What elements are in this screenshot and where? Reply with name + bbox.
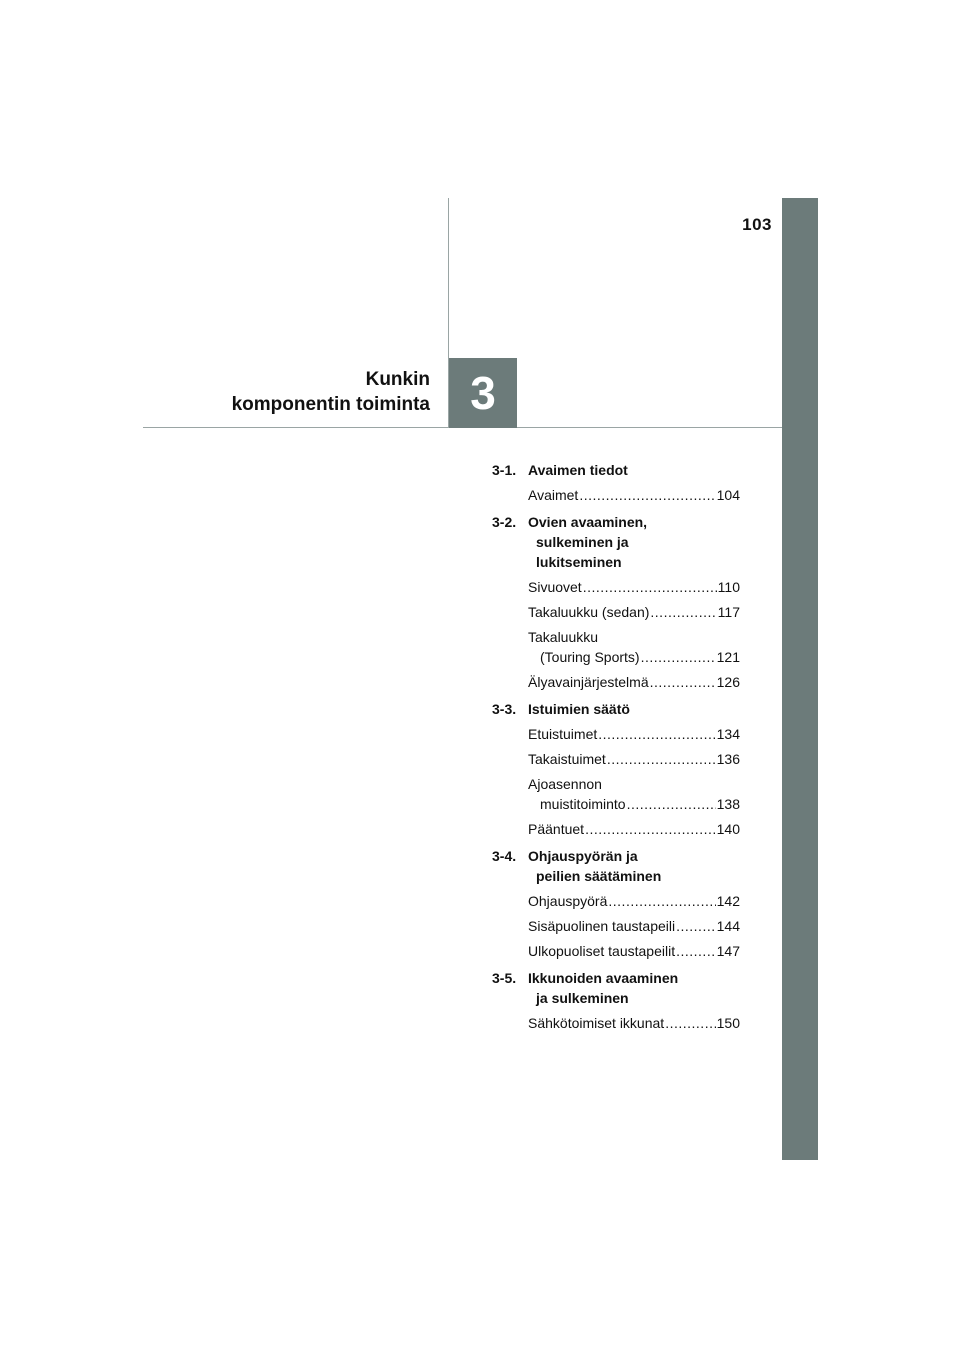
section-title-line: ja sulkeminen: [536, 990, 629, 1006]
section-number: 3-4.: [492, 848, 517, 864]
dot-leader: [583, 577, 717, 597]
chapter-title-line: komponentin toiminta: [231, 394, 430, 415]
toc-entry[interactable]: [528, 577, 740, 597]
dot-leader: [598, 724, 715, 744]
dot-leader: [579, 485, 715, 505]
toc-entry[interactable]: [528, 774, 740, 814]
entry-text: Ulkopuoliset taustapeilit: [528, 943, 676, 959]
entry-text: Sähkötoimiset ikkunat: [528, 1015, 665, 1031]
table-of-contents: [492, 460, 740, 1040]
entry-text: Takaluukku (sedan): [528, 604, 650, 620]
page-reference: 140: [716, 821, 740, 837]
entry-text: Pääntuet: [528, 821, 585, 837]
entry-line: [528, 724, 740, 744]
page-reference: 117: [717, 604, 740, 620]
page-reference: 110: [717, 579, 740, 595]
entry-line: [528, 577, 740, 597]
toc-entry[interactable]: [528, 485, 740, 505]
toc-entry[interactable]: [528, 749, 740, 769]
chapter-side-tab: [782, 198, 818, 1160]
section-number: 3-5.: [492, 970, 517, 986]
dot-leader: [650, 602, 716, 622]
toc-entry[interactable]: [528, 602, 740, 622]
entry-line: [528, 602, 740, 622]
page-reference: 126: [716, 674, 740, 690]
entry-line: [528, 749, 740, 769]
entry-text: (Touring Sports): [540, 649, 640, 665]
dot-leader: [650, 672, 716, 692]
section-number: 3-2.: [492, 514, 517, 530]
chapter-title: [232, 367, 430, 417]
toc-entry[interactable]: [528, 819, 740, 839]
section-title-line: Istuimien säätö: [528, 701, 630, 717]
dot-leader: [641, 647, 716, 667]
page-number: 103: [742, 215, 772, 234]
section-title: [528, 968, 740, 1008]
page-reference: 142: [716, 893, 740, 909]
chapter-title-line: Kunkin: [365, 369, 430, 390]
section-title: [528, 460, 740, 480]
entry-line: [528, 672, 740, 692]
entry-text: Älyavainjärjestelmä: [528, 674, 649, 690]
entry-text: Takaluukku: [528, 629, 599, 645]
entry-line: [528, 941, 740, 961]
entry-text: Ajoasennon: [528, 776, 602, 792]
section-heading[interactable]: [492, 846, 740, 886]
entry-line: [528, 794, 740, 814]
toc-section: [492, 460, 740, 505]
section-title: [528, 512, 740, 572]
section-heading[interactable]: [492, 699, 740, 719]
page-reference: 136: [716, 751, 740, 767]
toc-entry[interactable]: [528, 672, 740, 692]
toc-entry[interactable]: [528, 724, 740, 744]
toc-entry[interactable]: [528, 1013, 740, 1033]
entry-text: Ohjauspyörä: [528, 893, 608, 909]
entry-text: Avaimet: [528, 487, 579, 503]
toc-section: [492, 699, 740, 839]
entry-line: [528, 916, 740, 936]
section-title-line: lukitseminen: [536, 554, 622, 570]
section-heading[interactable]: [492, 460, 740, 480]
section-title-line: Ikkunoiden avaaminen: [528, 970, 679, 986]
dot-leader: [665, 1013, 715, 1033]
dot-leader: [676, 941, 716, 961]
section-title: [528, 846, 740, 886]
toc-section: [492, 968, 740, 1033]
dot-leader: [585, 819, 716, 839]
entry-text: muistitoiminto: [540, 796, 626, 812]
entry-text: Sivuovet: [528, 579, 582, 595]
toc-entry[interactable]: [528, 941, 740, 961]
entry-line: [528, 819, 740, 839]
section-title: [528, 699, 740, 719]
toc-section: [492, 846, 740, 961]
entry-text: Takaistuimet: [528, 751, 606, 767]
dot-leader: [676, 916, 716, 936]
section-title-line: Avaimen tiedot: [528, 462, 628, 478]
toc-entry[interactable]: [528, 891, 740, 911]
page-reference: 147: [716, 943, 740, 959]
toc-entry[interactable]: [528, 627, 740, 667]
section-title-line: sulkeminen ja: [536, 534, 629, 550]
page-reference: 134: [716, 726, 740, 742]
dot-leader: [627, 794, 716, 814]
page-reference: 121: [716, 649, 740, 665]
section-title-line: peilien säätäminen: [536, 868, 662, 884]
dot-leader: [607, 749, 716, 769]
section-number: 3-3.: [492, 701, 517, 717]
dot-leader: [608, 891, 715, 911]
toc-section: [492, 512, 740, 692]
page-reference: 150: [716, 1015, 740, 1031]
entry-line: [528, 891, 740, 911]
entry-text: Sisäpuolinen taustapeili: [528, 918, 676, 934]
entry-line: [528, 647, 740, 667]
page-reference: 104: [716, 487, 740, 503]
section-title-line: Ovien avaaminen,: [528, 514, 648, 530]
page-reference: 144: [716, 918, 740, 934]
section-title-line: Ohjauspyörän ja: [528, 848, 638, 864]
entry-line: [528, 1013, 740, 1033]
chapter-number-box: 3: [449, 358, 517, 428]
page-reference: 138: [716, 796, 740, 812]
entry-line: [528, 485, 740, 505]
section-number: 3-1.: [492, 462, 517, 478]
entry-text: Etuistuimet: [528, 726, 598, 742]
section-heading[interactable]: [492, 512, 740, 572]
toc-entry[interactable]: [528, 916, 740, 936]
section-heading[interactable]: [492, 968, 740, 1008]
